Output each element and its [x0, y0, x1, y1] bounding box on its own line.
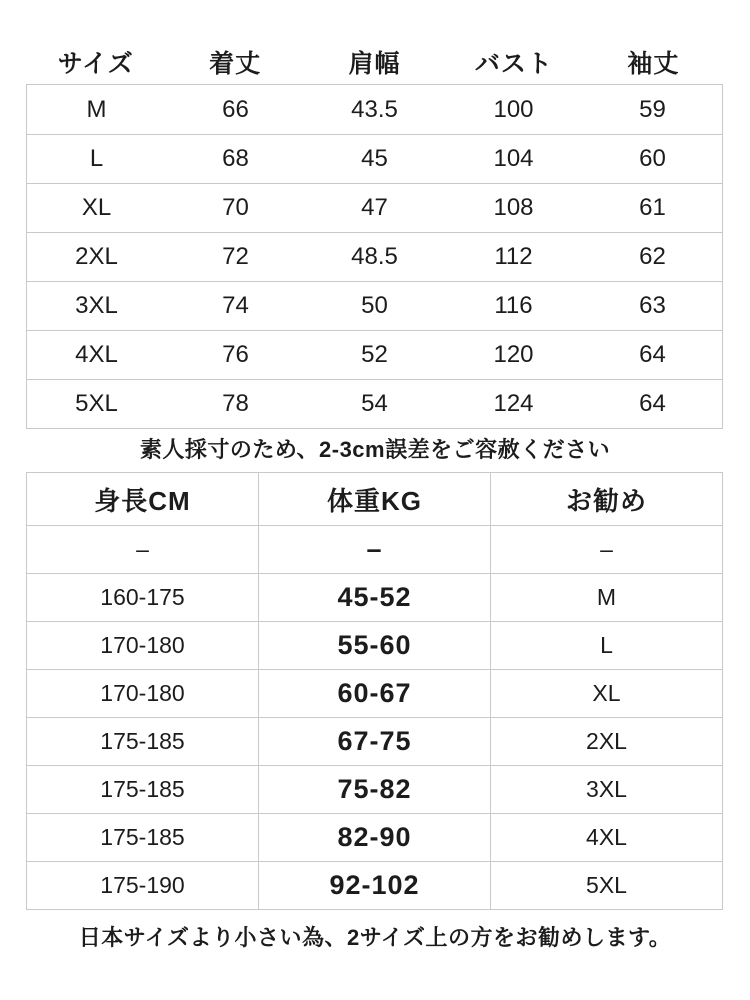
table-row-rec-l [27, 621, 722, 669]
table-cell: 63 [639, 292, 666, 319]
table-cell: 78 [222, 390, 249, 417]
table-cell: 60 [639, 145, 666, 172]
table-cell: – [490, 526, 722, 573]
table-cell: 60-67 [258, 670, 490, 717]
table-row-rec-2xl [27, 717, 722, 765]
table-cell: 68 [222, 145, 249, 172]
measurement-note: 素人採寸のため、2-3cm誤差をご容赦ください [139, 437, 611, 462]
table-cell: 72 [222, 243, 249, 270]
table-cell: 104 [493, 145, 534, 172]
table-cell: 2XL [75, 243, 118, 270]
table-cell: 74 [222, 292, 249, 319]
table-cell: 160-175 [100, 584, 185, 610]
table-cell: 43.5 [351, 95, 398, 123]
table-cell: – [136, 536, 149, 562]
fit-recommendation-table [26, 472, 723, 910]
table-cell: 4XL [490, 814, 722, 861]
table-row-rec-4xl [27, 813, 722, 861]
table-cell: M [490, 574, 722, 621]
table-row-m [27, 85, 722, 134]
table-cell: 112 [494, 243, 533, 270]
table-cell: 48.5 [351, 243, 398, 270]
table-cell: 108 [493, 194, 534, 221]
table-row-dash [27, 525, 722, 573]
table-row-2xl [27, 232, 722, 281]
table-cell: 124 [493, 390, 534, 417]
table-cell: 116 [494, 292, 533, 319]
column-header-height: 身長CM [94, 485, 191, 516]
table-cell: 175-185 [100, 728, 185, 754]
table-cell: L [89, 145, 104, 172]
table-cell: 5XL [490, 862, 722, 909]
table-cell: 67-75 [258, 718, 490, 765]
table-cell: 52 [361, 341, 388, 368]
column-header-weight: 体重KG [258, 473, 490, 525]
table-cell: 70 [222, 194, 249, 221]
table-cell: 5XL [75, 390, 118, 417]
size-spec-header-row [26, 40, 723, 84]
table-cell: 55-60 [258, 622, 490, 669]
table-cell: 62 [639, 243, 666, 270]
table-row-xl [27, 183, 722, 232]
column-header-sleeve: 袖丈 [627, 50, 680, 78]
table-cell: M [86, 95, 107, 123]
table-row-rec-xl [27, 669, 722, 717]
table-cell: 82-90 [258, 814, 490, 861]
table-cell: 3XL [490, 766, 722, 813]
column-header-length: 着丈 [209, 50, 262, 78]
size-spec-body [26, 84, 723, 429]
column-header-shoulder: 肩幅 [348, 50, 401, 78]
table-row-rec-m [27, 573, 722, 621]
table-cell: 92-102 [258, 862, 490, 909]
column-header-bust: バスト [474, 50, 553, 78]
table-cell: L [490, 622, 722, 669]
table-row-rec-3xl [27, 765, 722, 813]
table-cell: 170-180 [100, 632, 185, 658]
table-cell: 75-82 [258, 766, 490, 813]
table-cell: 100 [493, 95, 534, 123]
table-cell: 120 [493, 341, 534, 368]
fit-header-row [27, 473, 722, 525]
column-header-recommend: お勧め [490, 473, 722, 525]
table-cell: 47 [361, 194, 388, 221]
table-cell: 4XL [75, 341, 118, 368]
table-cell: 170-180 [100, 680, 185, 706]
table-cell: XL [81, 194, 112, 221]
table-cell: 45 [361, 145, 388, 172]
table-cell: 3XL [75, 292, 118, 319]
table-cell: 76 [222, 341, 249, 368]
table-row-4xl [27, 330, 722, 379]
table-cell: 64 [639, 390, 666, 417]
table-cell: – [258, 526, 490, 573]
table-cell: 175-185 [100, 824, 185, 850]
table-row-5xl [27, 379, 722, 428]
table-cell: 45-52 [258, 574, 490, 621]
table-row-rec-5xl [27, 861, 722, 909]
table-cell: 175-190 [100, 872, 185, 898]
size-spec-table [26, 40, 723, 429]
table-cell: 64 [639, 341, 666, 368]
table-cell: 66 [222, 95, 249, 123]
column-header-size: サイズ [57, 50, 134, 78]
sizing-advice-note: 日本サイズより小さい為、2サイズ上の方をお勧めします。 [78, 925, 672, 950]
table-cell: XL [490, 670, 722, 717]
table-cell: 50 [361, 292, 388, 319]
table-cell: 175-185 [100, 776, 185, 802]
table-cell: 59 [639, 95, 666, 123]
table-cell: 54 [361, 390, 388, 417]
table-cell: 2XL [490, 718, 722, 765]
table-row-3xl [27, 281, 722, 330]
table-cell: 61 [639, 194, 666, 221]
table-row-l [27, 134, 722, 183]
